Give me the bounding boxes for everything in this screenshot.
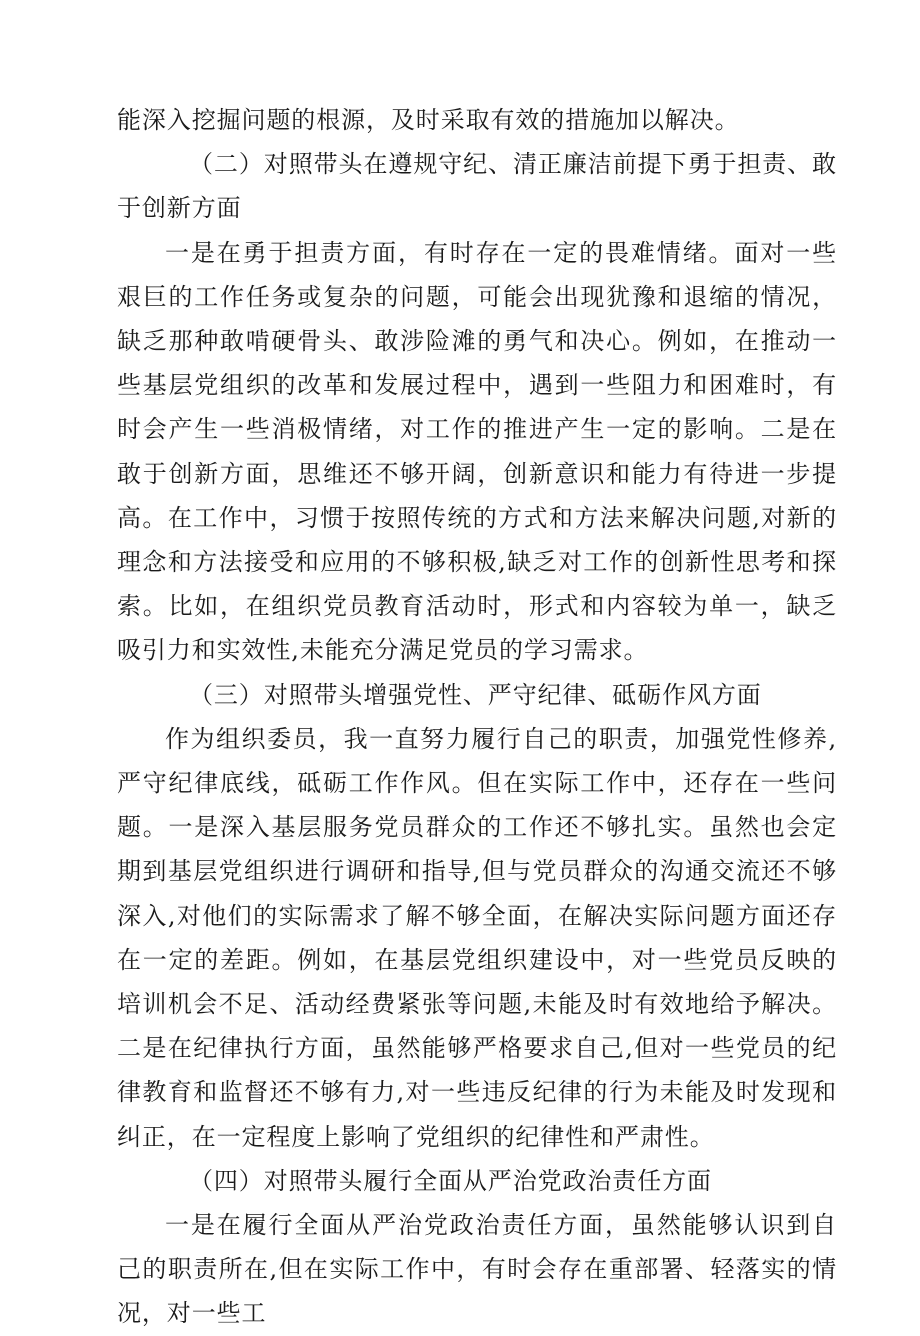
- document-body: [117, 98, 837, 1336]
- body-paragraph: 一是在勇于担责方面，有时存在一定的畏难情绪。面对一些艰巨的工作任务或复杂的问题，可能会出现犹豫和退缩的情况，缺乏那种敢啃硬骨头、敢涉险滩的勇气和决心。例如，在推动一些基层党组织的改革和发展过程中，遇到一些阻力和困难时，有时会产生一些消极情绪，对工作的推进产生一定的影响。二是在敢于创新方面，思维还不够开阔，创新意识和能力有待进一步提高。在工作中，习惯于按照传统的方式和方法来解决问题,对新的理念和方法接受和应用的不够积极,缺乏对工作的创新性思考和探索。比如，在组织党员教育活动时，形式和内容较为单一，缺乏吸引力和实效性,未能充分满足党员的学习需求。: [117, 238, 837, 665]
- continuation-paragraph: 能深入挖掘问题的根源，及时采取有效的措施加以解决。: [117, 106, 740, 134]
- section-heading-2: （二）对照带头在遵规守纪、清正廉洁前提下勇于担责、敢于创新方面: [117, 150, 837, 223]
- body-paragraph: 一是在履行全面从严治党政治责任方面，虽然能够认识到自己的职责所在,但在实际工作中，有时会存在重部署、轻落实的情况，对一些工: [117, 1211, 837, 1328]
- section-heading-3: （三）对照带头增强党性、严守纪律、砥砺作风方面: [189, 680, 762, 709]
- section-heading-4: （四）对照带头履行全面从严治党政治责任方面: [189, 1166, 712, 1195]
- body-paragraph: 作为组织委员，我一直努力履行自己的职责，加强党性修养,严守纪律底线，砥砺工作作风。但在实际工作中，还存在一些问题。一是深入基层服务党员群众的工作还不够扎实。虽然也会定期到基层党组织进行调研和指导,但与党员群众的沟通交流还不够深入,对他们的实际需求了解不够全面，在解决实际问题方面还存在一定的差距。例如，在基层党组织建设中，对一些党员反映的培训机会不足、活动经费紧张等问题,未能及时有效地给予解决。二是在纪律执行方面，虽然能够严格要求自己,但对一些党员的纪律教育和监督还不够有力,对一些违反纪律的行为未能及时发现和纠正，在一定程度上影响了党组织的纪律性和严肃性。: [117, 724, 837, 1151]
